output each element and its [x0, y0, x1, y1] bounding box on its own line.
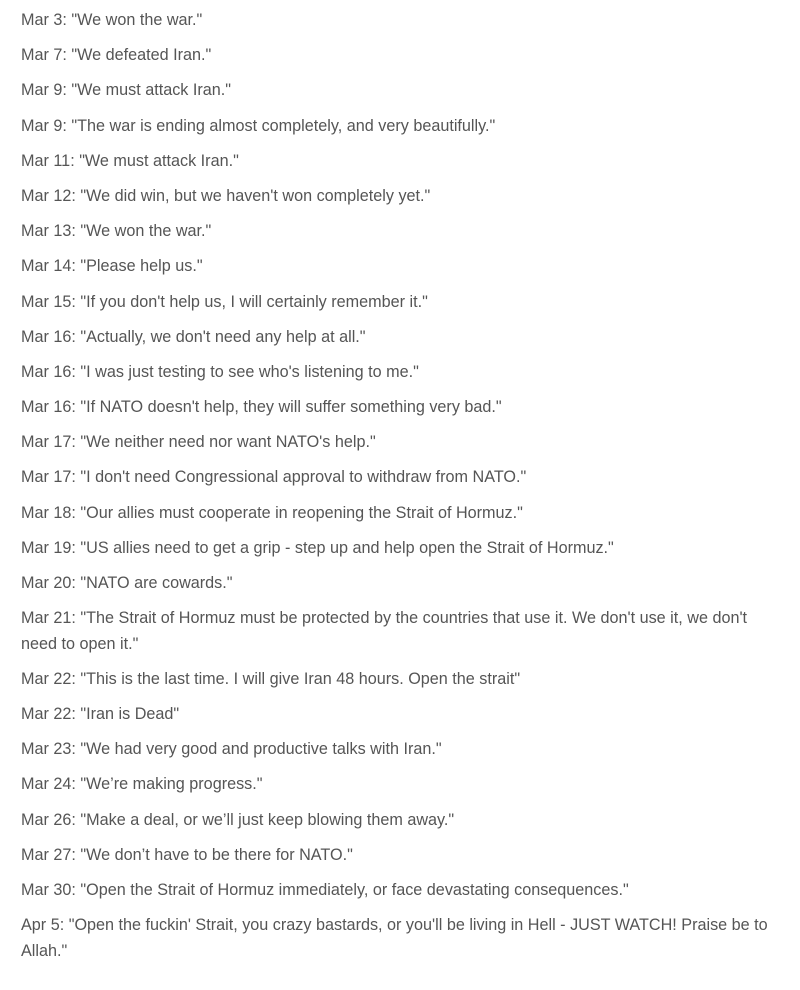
quote-entry: Mar 15: "If you don't help us, I will certainly remember it.": [21, 292, 428, 311]
entry-date: Mar 9: [21, 116, 63, 135]
entry-date: Mar 17: [21, 433, 72, 452]
entry-quote: "Make a deal, or we’ll just keep blowing them away.": [80, 810, 455, 829]
entry-quote: "We must attack Iran.": [79, 151, 239, 170]
entry-quote: "I was just testing to see who's listening to me.": [80, 362, 419, 381]
entry-date: Mar 17: [21, 468, 72, 487]
entry-date: Mar 16: [21, 398, 72, 417]
entry-date: Mar 22: [21, 669, 72, 688]
entry-date: Mar 12: [21, 186, 72, 205]
quote-entry: Mar 13: "We won the war.": [21, 222, 212, 241]
entry-quote: "If NATO doesn't help, they will suffer something very bad.": [80, 398, 502, 417]
quote-entry: Mar 30: "Open the Strait of Hormuz immediately, or face devastating consequences.": [21, 881, 629, 899]
entry-date: Mar 22: [21, 705, 72, 724]
quote-entry: Mar 22: "Iran is Dead": [21, 705, 180, 724]
quote-entry: Mar 3: "We won the war.": [21, 11, 203, 29]
entry-quote: "The Strait of Hormuz must be protected by the countries that use it. We don't use it, we don't need to open it.": [21, 609, 748, 653]
entry-date: Mar 20: [21, 574, 72, 592]
entry-date: Mar 11: [21, 151, 71, 170]
entry-date: Mar 21: [21, 609, 72, 628]
entry-quote: "Actually, we don't need any help at all.": [80, 327, 366, 346]
quote-entry: Mar 9: "The war is ending almost completely, and very beautifully.": [21, 116, 496, 135]
quote-entry: Mar 17: "I don't need Congressional approval to withdraw from NATO.": [21, 468, 527, 487]
entry-date: Mar 16: [21, 327, 72, 346]
quote-entry: Mar 12: "We did win, but we haven't won completely yet.": [21, 186, 431, 205]
entry-quote: "This is the last time. I will give Iran 48 hours. Open the strait": [80, 669, 521, 688]
entry-quote: "We had very good and productive talks with Iran.": [80, 740, 442, 759]
entry-date: Mar 13: [21, 222, 72, 241]
entry-date: Mar 16: [21, 362, 72, 381]
entry-date: Mar 14: [21, 257, 72, 276]
quote-entry: Mar 18: "Our allies must cooperate in reopening the Strait of Hormuz.": [21, 503, 523, 522]
entry-quote: "We’re making progress.": [80, 775, 263, 794]
entry-quote: "We neither need nor want NATO's help.": [80, 433, 376, 452]
quote-entry: Mar 14: "Please help us.": [21, 257, 203, 276]
entry-quote: "NATO are cowards.": [80, 574, 233, 592]
entry-quote: "We did win, but we haven't won completely yet.": [80, 186, 431, 205]
entry-quote: "We won the war.": [80, 222, 212, 241]
quote-entry: Mar 17: "We neither need nor want NATO's help.": [21, 433, 376, 452]
entry-quote: "Please help us.": [80, 257, 203, 276]
quote-entry: Mar 26: "Make a deal, or we’ll just keep blowing them away.": [21, 810, 455, 829]
entry-date: Mar 19: [21, 538, 72, 557]
entry-date: Mar 24: [21, 775, 72, 794]
quote-entry: Mar 27: "We don’t have to be there for NATO.": [21, 845, 353, 864]
entry-date: Mar 15: [21, 292, 72, 311]
entry-date: Mar 7: [21, 46, 63, 65]
quote-entry: Mar 19: "US allies need to get a grip - step up and help open the Strait of Hormuz.": [21, 538, 614, 557]
entry-date: Mar 23: [21, 740, 72, 759]
quote-entry: Mar 9: "We must attack Iran.": [21, 81, 232, 100]
entry-quote: "We won the war.": [71, 11, 203, 29]
entry-quote: "Iran is Dead": [80, 705, 180, 724]
entry-date: Mar 9: [21, 81, 63, 100]
entry-quote: "We defeated Iran.": [71, 46, 212, 65]
entry-quote: "The war is ending almost completely, and very beautifully.": [71, 116, 496, 135]
entry-quote: "We must attack Iran.": [71, 81, 232, 100]
entry-date: Mar 18: [21, 503, 72, 522]
entry-quote: "Open the Strait of Hormuz immediately, or face devastating consequences.": [80, 881, 629, 899]
quote-entry: Mar 16: "Actually, we don't need any help at all.": [21, 327, 366, 346]
entry-quote: "US allies need to get a grip - step up and help open the Strait of Hormuz.": [80, 538, 614, 557]
quote-entry: Mar 22: "This is the last time. I will give Iran 48 hours. Open the strait": [21, 669, 521, 688]
entry-date: Mar 3: [21, 11, 63, 29]
entry-date: Mar 27: [21, 845, 72, 864]
quote-timeline: [21, 8, 783, 974]
quote-entry: Mar 16: "I was just testing to see who's listening to me.": [21, 362, 419, 381]
quote-entry: Apr 5: "Open the fuckin' Strait, you crazy bastards, or you'll be living in Hell - JUST WATCH! Praise be to Allah.": [21, 916, 768, 960]
quote-entry: Mar 23: "We had very good and productive talks with Iran.": [21, 740, 442, 759]
entry-quote: "Our allies must cooperate in reopening the Strait of Hormuz.": [80, 503, 523, 522]
entry-quote: "If you don't help us, I will certainly remember it.": [80, 292, 428, 311]
quote-entry: Mar 24: "We’re making progress.": [21, 775, 263, 794]
entry-quote: "We don’t have to be there for NATO.": [80, 845, 353, 864]
entry-date: Mar 26: [21, 810, 72, 829]
entry-date: Apr 5: [21, 916, 60, 935]
quote-entry: Mar 16: "If NATO doesn't help, they will suffer something very bad.": [21, 398, 502, 417]
quote-entry: Mar 20: "NATO are cowards.": [21, 574, 233, 592]
quote-entry: Mar 11: "We must attack Iran.": [21, 151, 239, 170]
entry-date: Mar 30: [21, 881, 72, 899]
quote-entry: Mar 7: "We defeated Iran.": [21, 46, 212, 65]
entry-quote: "I don't need Congressional approval to withdraw from NATO.": [80, 468, 527, 487]
entry-quote: "Open the fuckin' Strait, you crazy bastards, or you'll be living in Hell - JUST WATCH! Praise be to Allah.": [21, 916, 768, 960]
quote-entry: Mar 21: "The Strait of Hormuz must be protected by the countries that use it. We don't use it, we don't need to open it.": [21, 609, 748, 653]
